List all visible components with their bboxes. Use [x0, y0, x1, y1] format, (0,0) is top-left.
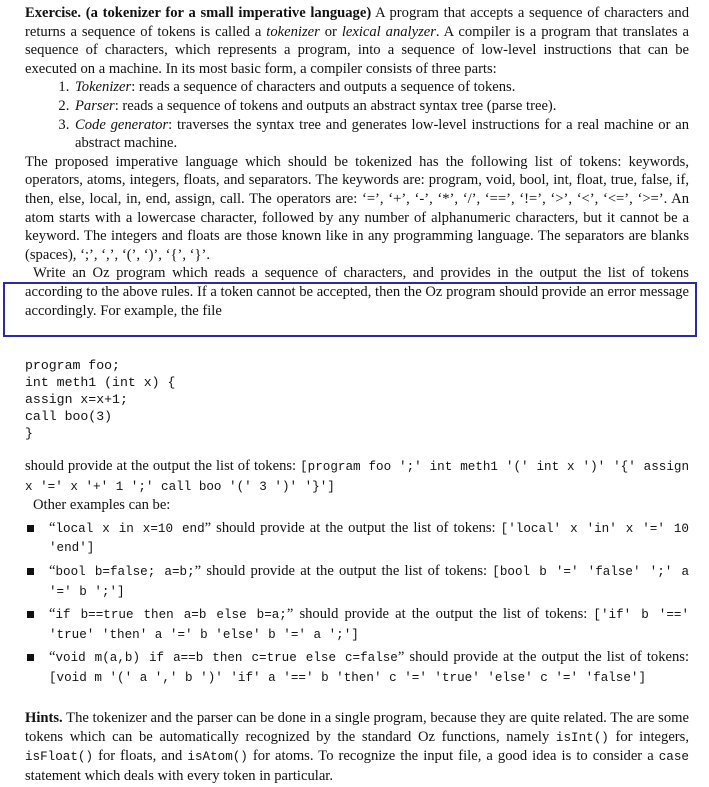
exercise-body	[25, 4, 689, 320]
other-examples-label: Other examples can be:	[33, 497, 171, 514]
example-output: ['local' x 'in' x '=' 10 'end']	[49, 521, 689, 556]
result-paragraph	[25, 457, 689, 496]
part-desc: : traverses the syntax tree and generates low-level instructions for a real machine or an abstract machine.	[75, 116, 689, 152]
tokenizer-term: tokenizer	[266, 23, 320, 40]
compiler-part	[73, 78, 689, 97]
part-desc: : reads a sequence of tokens and outputs an abstract syntax tree (parse tree).	[114, 97, 557, 114]
lexical-term: lexical analyzer	[341, 23, 436, 40]
example-input: void m(a,b) if a==b then c=true else c=false	[55, 651, 398, 666]
example-output: [void m '(' a ',' b ')' 'if' a '==' b 'then' c '=' 'true' 'else' c '=' 'false']	[49, 670, 647, 685]
kw-case: case	[658, 750, 689, 765]
example-input: if b==true then a=b else b=a;	[55, 608, 287, 623]
compiler-part	[73, 116, 689, 153]
example-mid: ” should provide at the output the list of tokens:	[194, 562, 493, 579]
code-line: program foo;	[25, 358, 120, 373]
bullet-icon	[27, 525, 34, 532]
code-line: }	[25, 426, 33, 441]
example-input: bool b=false; a=b;	[55, 564, 195, 579]
intro-text: A program that accepts a sequence of characters and returns a sequence of tokens is called a	[25, 5, 689, 40]
bullet-icon	[27, 654, 34, 661]
code-line: call boo(3)	[25, 409, 113, 424]
example-mid: ” should provide at the output the list of tokens:	[204, 519, 501, 536]
result-intro: should provide at the output the list of tokens:	[25, 458, 301, 474]
example-item: “local x in x=10 end” should provide at the output the list of tokens: ['local' x 'in' x '=' 10 'end']	[25, 519, 689, 558]
hints-text: statement which deals with every token in particular.	[25, 767, 333, 784]
example-item: “if b==true then a=b else b=a;” should provide at the output the list of tokens: ['if' b '==' 'true' 'then' a '=' b 'else' b '=' a ';']	[25, 605, 689, 644]
hints-text: for atoms. To recognize the input file, a good idea is to consider a	[247, 748, 659, 765]
part-term: Code generator	[75, 116, 169, 133]
example-output: [bool b '=' 'false' ';' a '=' b ';']	[49, 564, 690, 599]
fn-isint: isInt()	[555, 730, 609, 745]
code-line: assign x=x+1;	[25, 392, 128, 407]
code-line: int meth1 (int x) {	[25, 375, 176, 390]
task-paragraph: Write an Oz program which reads a sequence of characters, and provides in the output the list of tokens according to the above rules. If a token cannot be accepted, then the Oz program should provide an error message accordingly. For example, the file	[25, 265, 689, 319]
intro-paragraph	[25, 4, 689, 78]
exercise-heading: Exercise. (a tokenizer for a small imperative language)	[25, 5, 372, 21]
compiler-part	[73, 97, 689, 116]
intro-text-2: . A compiler is a program that translates a sequence of characters, which represents a program, into a sequence of low-level instructions that can be executed on a machine. In its most basic form, a compiler consists of three parts:	[25, 23, 689, 77]
example-item: “void m(a,b) if a==b then c=true else c=false” should provide at the output the list of tokens: [void m '(' a ',' b ')' 'if' a '==' b 'then' c '=' 'true' 'else' c '=' 'false']	[25, 648, 689, 687]
fn-isfloat: isFloat()	[25, 750, 94, 765]
fn-isatom: isAtom()	[187, 750, 248, 765]
hints-text: The tokenizer and the parser can be done in a single program, because they are quite related. The are some tokens which can be automatically recognized by the standard Oz functions, namely	[25, 710, 689, 745]
result-tokens: [program foo ';' int meth1 '(' int x ')' '{' assign x '=' x '+' 1 ';' call boo '(' 3 ')' '}']	[25, 460, 690, 494]
examples-list	[25, 519, 689, 688]
hints-label: Hints.	[25, 710, 63, 726]
results-section	[25, 457, 689, 688]
language-description: The proposed imperative language which should be tokenized has the following list of tokens: keywords, operators, atoms, integers, floats, and separators. The keywords are: program, void, bool, int, float, true, false, if, then, else, local, in, end, assign, call. The operators are: ‘=’, ‘+’, ‘-’, ‘*’, ‘/’, ‘==’, ‘!=’, ‘>’, ‘<’, ‘<=’, ‘>=’. An atom starts with a lowercase character, followed by any number of alphanumeric characters, but it cannot be a keyword. The integers and floats are those known like in any programming language. The separators are blanks (spaces), ‘;’, ‘,’, ‘(’, ‘)’, ‘{’, ‘}’.	[25, 153, 689, 263]
part-term: Tokenizer	[75, 79, 132, 96]
hints-text: for integers,	[608, 728, 689, 745]
example-mid: ” should provide at the output the list of tokens:	[286, 606, 594, 623]
hints-text: for floats, and	[93, 748, 188, 765]
compiler-parts-list	[25, 78, 689, 152]
part-desc: : reads a sequence of characters and outputs a sequence of tokens.	[131, 79, 516, 96]
example-input: local x in x=10 end	[55, 521, 205, 536]
part-term: Parser	[75, 97, 115, 114]
or-text: or	[319, 23, 342, 40]
bullet-icon	[27, 568, 34, 575]
hints-paragraph	[25, 709, 689, 785]
code-example	[25, 357, 175, 442]
example-output: ['if' b '==' 'true' 'then' a '=' b 'else' b '=' a ';']	[49, 608, 689, 642]
example-item: “bool b=false; a=b;” should provide at the output the list of tokens: [bool b '=' 'false' ';' a '=' b ';']	[25, 562, 689, 601]
bullet-icon	[27, 611, 34, 618]
example-mid: ” should provide at the output the list of tokens:	[397, 649, 689, 666]
